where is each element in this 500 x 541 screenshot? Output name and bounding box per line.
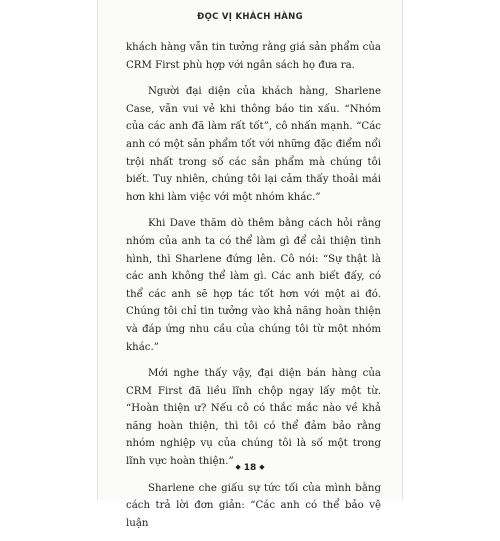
paragraph-2: Người đại diện của khách hàng, Sharlene Case, vẫn vui vẻ khi thông báo tin xấu. “Nhóm của các anh đã làm rất tốt”, cô nhấn mạnh. “Các anh có một sản phẩm tốt với những đặc điểm nổi trội nhất trong số các sản phẩm mà chúng tôi biết. Tuy nhiên, chúng tôi lại cảm thấy thoải mái hơn khi làm việc với một nhóm khác.”: [126, 86, 381, 203]
paragraph-5: Sharlene che giấu sự tức tối của mình bằng cách trả lời đơn giản: “Các anh có thể bảo vệ luận: [126, 482, 381, 529]
page-number: 18: [243, 463, 257, 473]
running-header: ĐỌC VỊ KHÁCH HÀNG: [197, 12, 303, 22]
paragraph-3: Khi Dave thăm dò thêm bằng cách hỏi rằng nhóm của anh ta có thể làm gì để cải thiện tình hình, thì Sharlene đứng lên. Cô nói: “Sự thật là các anh không thể làm gì. Các anh biết đấy, có thể các anh sẽ hợp tác tốt hơn với một ai đó. Chúng tôi chỉ tin tưởng vào khả năng hoàn thiện và đáp ứng nhu cầu của chúng tôi từ một nhóm khác.”: [126, 218, 381, 353]
paragraph-4: Mới nghe thấy vậy, đại diện bán hàng của CRM First đã liều lĩnh chộp ngay lấy một từ. “Hoàn thiện ư? Nếu cô có thắc mắc nào về khả năng hoàn thiện, thì tôi có thể đảm bảo rằng nhóm nghiệp vụ của chúng tôi là số một trong lĩnh vực hoàn thiện.”: [126, 368, 381, 468]
book-page: [97, 0, 403, 529]
paragraph-1: khách hàng vẫn tin tưởng rằng giá sản phẩm của CRM First phù hợp với ngân sách họ đưa ra.: [126, 42, 381, 71]
diamond-left-icon: ◆: [235, 463, 241, 471]
diamond-right-icon: ◆: [259, 463, 265, 471]
page-footer: [98, 463, 402, 473]
